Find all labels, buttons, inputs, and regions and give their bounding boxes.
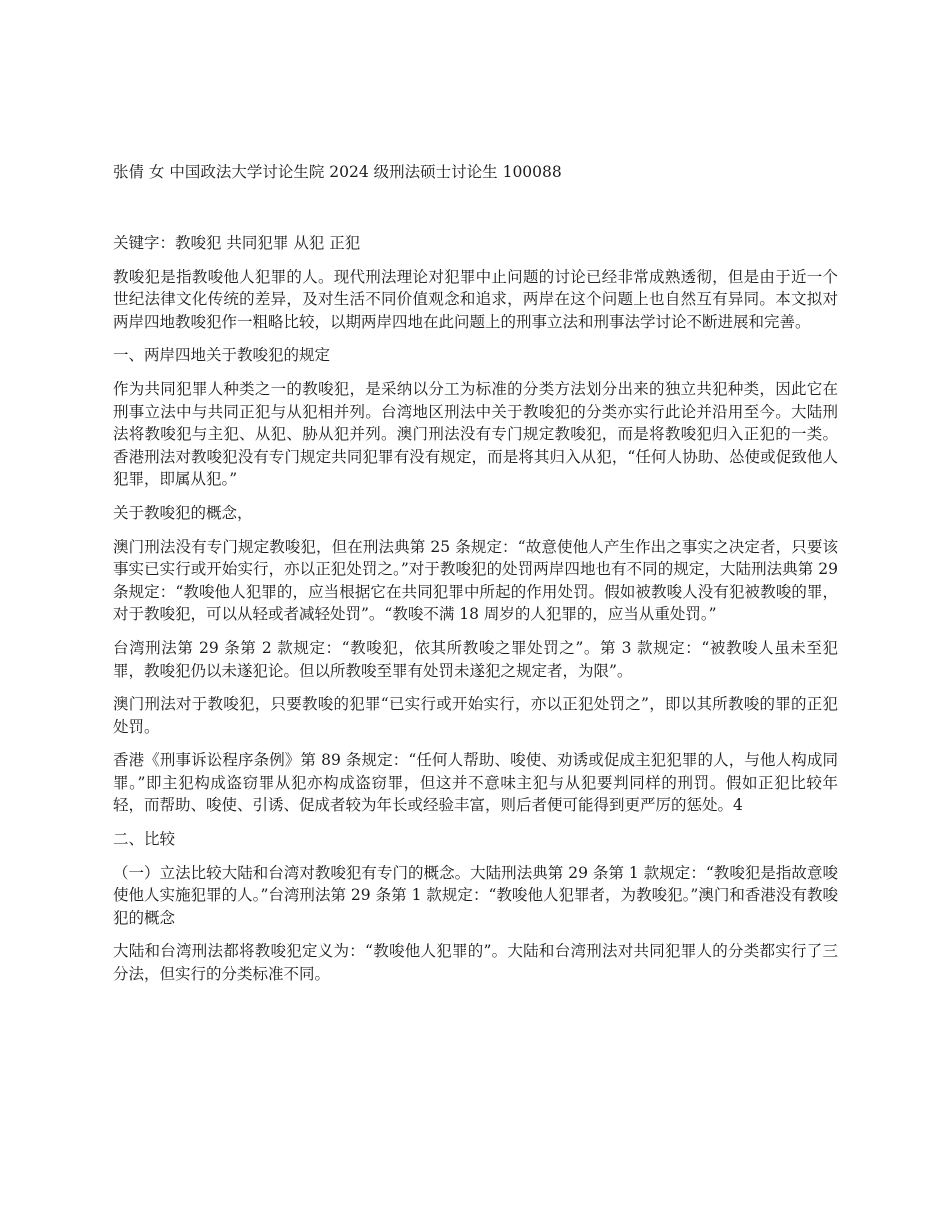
- paragraph: 关于教唆犯的概念，: [113, 503, 253, 522]
- section-heading-1: 一、两岸四地关于教唆犯的规定: [113, 346, 331, 365]
- paragraph: 澳门刑法没有专门规定教唆犯，但在刑法典第 25 条规定：“故意使他人产生作出之事实之决定者，只要该事实已实行或开始实行，亦以正犯处罚之。”对于教唆犯的处罚两岸四地也有不同的规定，大陆刑法典第 29 条规定：“教唆他人犯罪的，应当根据它在共同犯罪中所起的作用处罚。假如被教唆人没有犯被教唆的罪，对于教唆犯，可以从轻或者减轻处罚”。“教唆不满 18 周岁的人犯罪的，应当从重处罚。”: [113, 537, 838, 624]
- keywords-line: 关键字：教唆犯 共同犯罪 从犯 正犯: [113, 234, 361, 252]
- paragraph-intro: 教唆犯是指教唆他人犯罪的人。现代刑法理论对犯罪中止问题的讨论已经非常成熟透彻，但是由于近一个世纪法律文化传统的差异，及对生活不同价值观念和追求，两岸在这个问题上也自然互有异同。本文拟对两岸四地教唆犯作一粗略比较，以期两岸四地在此问题上的刑事立法和刑事法学讨论不断进展和完善。: [113, 267, 838, 331]
- paragraph: 澳门刑法对于教唆犯，只要教唆的犯罪“已实行或开始实行，亦以正犯处罚之”，即以其所教唆的罪的正犯处罚。: [113, 695, 838, 736]
- paragraph: 作为共同犯罪人种类之一的教唆犯，是采纳以分工为标准的分类方法划分出来的独立共犯种类，因此它在刑事立法中与共同正犯与从犯相并列。台湾地区刑法中关于教唆犯的分类亦实行此论并沿用至今。大陆刑法将教唆犯与主犯、从犯、胁从犯并列。澳门刑法没有专门规定教唆犯，而是将教唆犯归入正犯的一类。香港刑法对教唆犯没有专门规定共同犯罪有没有规定，而是将其归入从犯，“任何人协助、怂使或促致他人犯罪，即属从犯。”: [113, 379, 838, 489]
- paragraph: 台湾刑法第 29 条第 2 款规定：“教唆犯，依其所教唆之罪处罚之”。第 3 款规定：“被教唆人虽未至犯罪，教唆犯仍以未遂犯论。但以所教唆至罪有处罚未遂犯之规定者，为限”。: [113, 638, 838, 680]
- document-body: [113, 232, 838, 997]
- author-line: 张倩 女 中国政法大学讨论生院 2024 级刑法硕士讨论生 100088: [113, 163, 562, 181]
- section-heading-2: 二、比较: [113, 830, 176, 849]
- paragraph: 大陆和台湾刑法都将教唆犯定义为：“教唆他人犯罪的”。大陆和台湾刑法对共同犯罪人的分类都实行了三分法，但实行的分类标准不同。: [113, 942, 838, 984]
- paragraph: （一）立法比较大陆和台湾对教唆犯有专门的概念。大陆刑法典第 29 条第 1 款规定：“教唆犯是指故意唆使他人实施犯罪的人。”台湾刑法第 29 条第 1 款规定：“教唆他人犯罪者，为教唆犯。”澳门和香港没有教唆犯的概念: [113, 863, 838, 927]
- paragraph: 香港《刑事诉讼程序条例》第 89 条规定：“任何人帮助、唆使、劝诱或促成主犯犯罪的人，与他人构成同罪。”即主犯构成盗窃罪从犯亦构成盗窃罪，但这并不意味主犯与从犯要判同样的刑罚。假如正犯比较年轻，而帮助、唆使、引诱、促成者较为年长或经验丰富，则后者便可能得到更严厉的惩处。4: [113, 751, 838, 815]
